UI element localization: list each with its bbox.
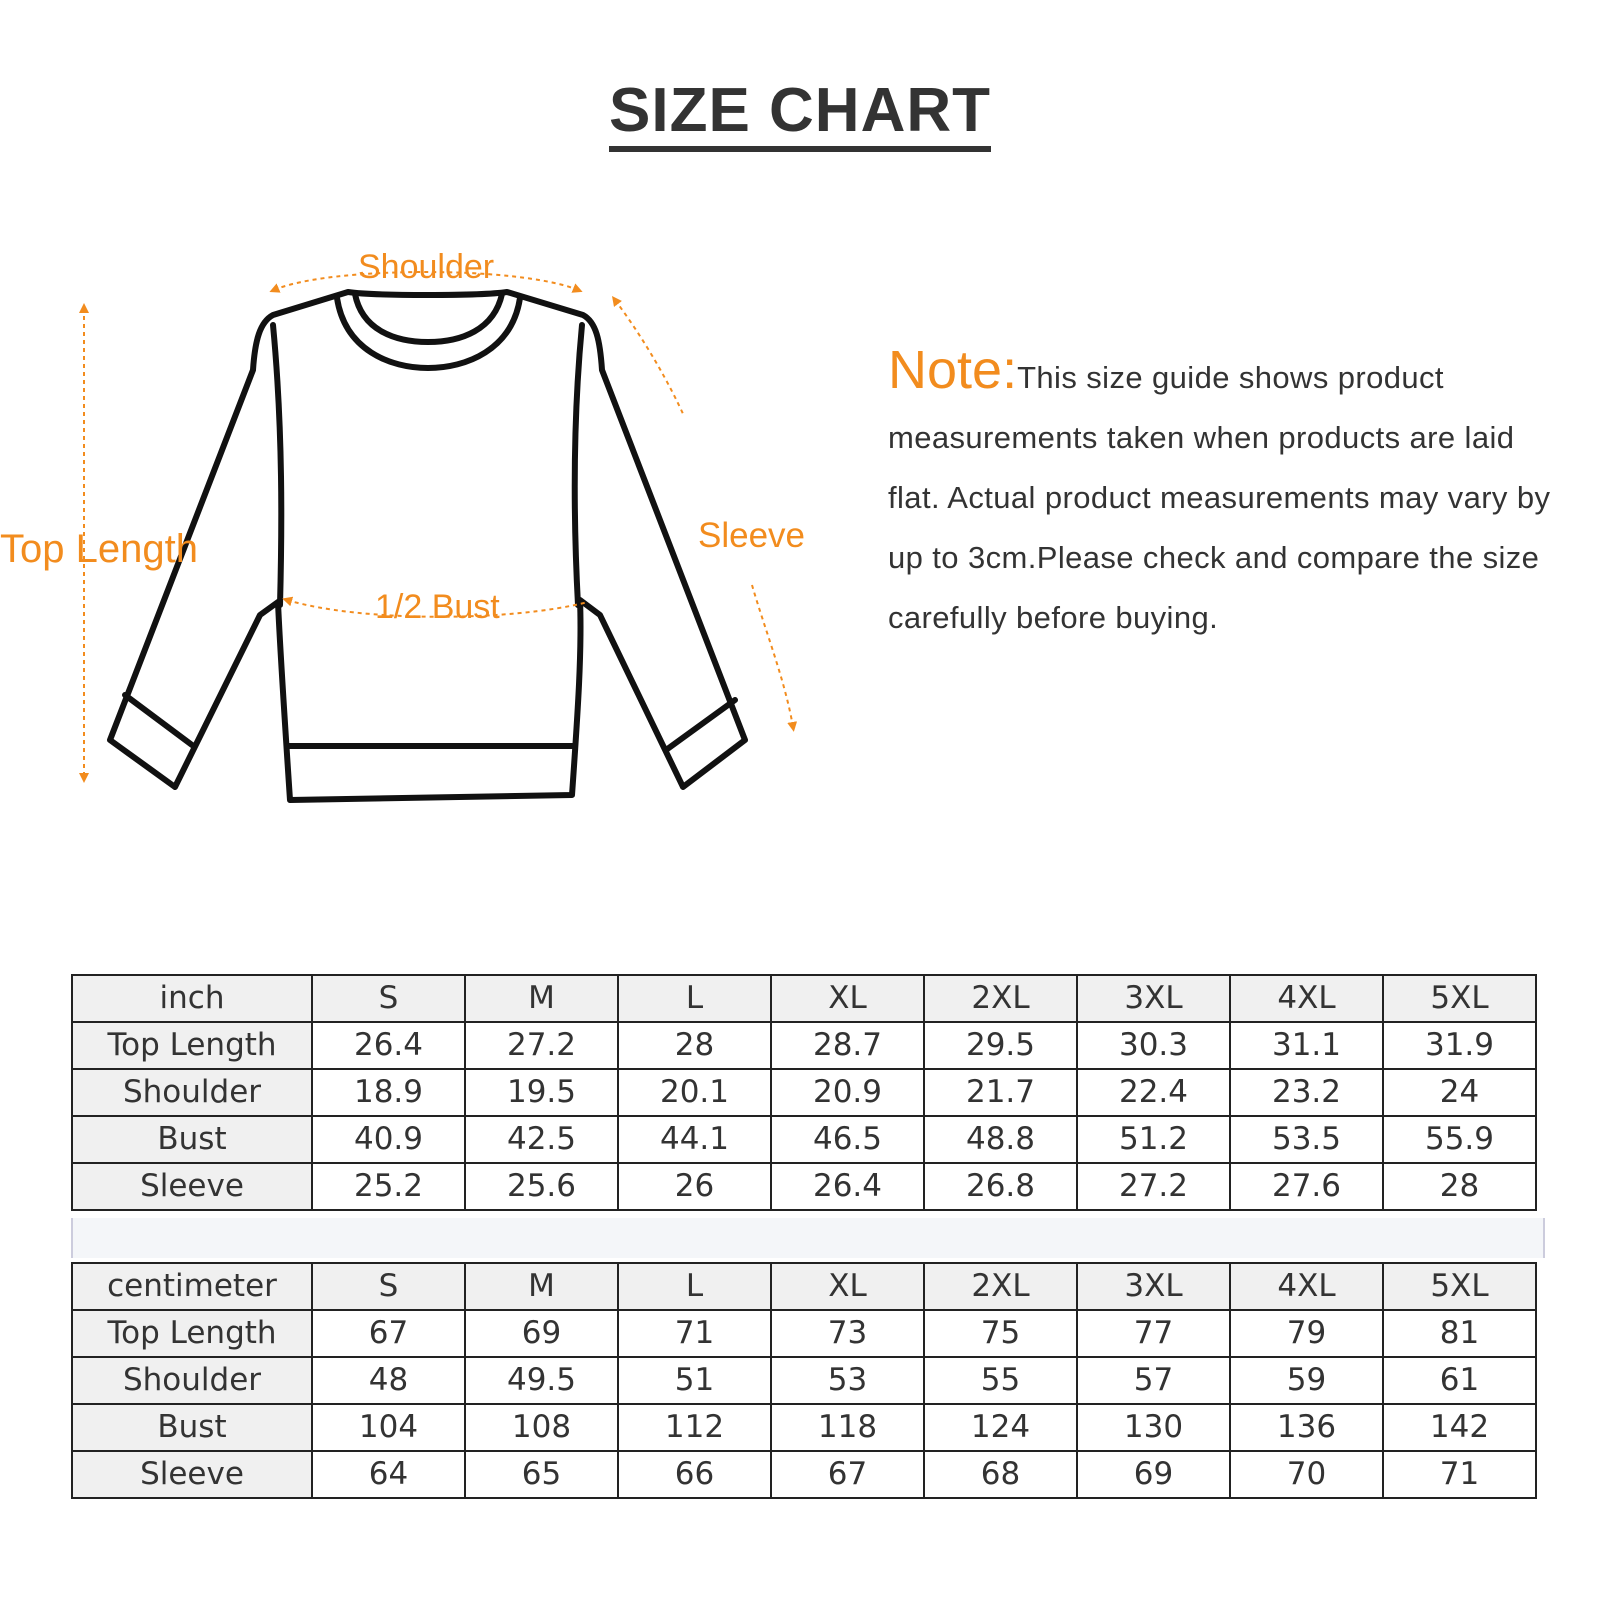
measurement-cell: 27.2 <box>465 1022 618 1069</box>
size-header-xl: XL <box>771 975 924 1022</box>
size-header-xl: XL <box>771 1263 924 1310</box>
measurement-cell: 108 <box>465 1404 618 1451</box>
row-label: Bust <box>72 1404 312 1451</box>
table-spacer <box>71 1218 1545 1258</box>
measurement-cell: 66 <box>618 1451 771 1498</box>
size-header-l: L <box>618 975 771 1022</box>
measurement-cell: 26.4 <box>771 1163 924 1210</box>
measurement-cell: 59 <box>1230 1357 1383 1404</box>
measurement-cell: 79 <box>1230 1310 1383 1357</box>
table-row <box>72 1163 1536 1210</box>
measurement-cell: 136 <box>1230 1404 1383 1451</box>
table-row <box>72 1310 1536 1357</box>
size-header-5xl: 5XL <box>1383 1263 1536 1310</box>
unit-label: centimeter <box>72 1263 312 1310</box>
measurement-cell: 20.9 <box>771 1069 924 1116</box>
measurement-cell: 26 <box>618 1163 771 1210</box>
measurement-cell: 48.8 <box>924 1116 1077 1163</box>
table-header-row <box>72 975 1536 1022</box>
note-block <box>888 340 1568 648</box>
measurement-cell: 23.2 <box>1230 1069 1383 1116</box>
measurement-cell: 71 <box>618 1310 771 1357</box>
half-bust-label: 1/2 Bust <box>375 588 500 626</box>
measurement-cell: 75 <box>924 1310 1077 1357</box>
note-body: This size guide shows product measurements taken when products are laid flat. Actual product measurements may vary by up to 3cm.Please check and compare the size carefully before buying. <box>888 360 1551 635</box>
table-row <box>72 1116 1536 1163</box>
measurement-cell: 25.6 <box>465 1163 618 1210</box>
measurement-cell: 20.1 <box>618 1069 771 1116</box>
measurement-cell: 28 <box>618 1022 771 1069</box>
measurement-cell: 28 <box>1383 1163 1536 1210</box>
sweater-diagram <box>0 230 840 850</box>
size-table-centimeter <box>71 1262 1537 1499</box>
measurement-cell: 67 <box>771 1451 924 1498</box>
unit-label: inch <box>72 975 312 1022</box>
measurement-cell: 68 <box>924 1451 1077 1498</box>
row-label: Top Length <box>72 1310 312 1357</box>
table-row <box>72 1022 1536 1069</box>
measurement-cell: 40.9 <box>312 1116 465 1163</box>
size-header-m: M <box>465 975 618 1022</box>
measurement-cell: 21.7 <box>924 1069 1077 1116</box>
top-length-label: Top Length <box>0 527 198 571</box>
sleeve-label: Sleeve <box>698 516 806 555</box>
measurement-cell: 73 <box>771 1310 924 1357</box>
measurement-cell: 124 <box>924 1404 1077 1451</box>
sleeve-guide-lower <box>752 585 793 727</box>
measurement-cell: 112 <box>618 1404 771 1451</box>
sweater-icon <box>110 292 745 800</box>
measurement-cell: 55 <box>924 1357 1077 1404</box>
row-label: Shoulder <box>72 1357 312 1404</box>
measurement-cell: 69 <box>465 1310 618 1357</box>
row-label: Sleeve <box>72 1163 312 1210</box>
measurement-cell: 25.2 <box>312 1163 465 1210</box>
measurement-cell: 48 <box>312 1357 465 1404</box>
measurement-cell: 31.9 <box>1383 1022 1536 1069</box>
measurement-cell: 51 <box>618 1357 771 1404</box>
measurement-cell: 27.2 <box>1077 1163 1230 1210</box>
size-header-m: M <box>465 1263 618 1310</box>
measurement-cell: 46.5 <box>771 1116 924 1163</box>
measurement-cell: 26.4 <box>312 1022 465 1069</box>
size-header-s: S <box>312 975 465 1022</box>
page-title: SIZE CHART <box>609 78 991 152</box>
table-row <box>72 1069 1536 1116</box>
measurement-cell: 57 <box>1077 1357 1230 1404</box>
measurement-cell: 53 <box>771 1357 924 1404</box>
measurement-cell: 22.4 <box>1077 1069 1230 1116</box>
size-table-inch <box>71 974 1537 1211</box>
measurement-cell: 26.8 <box>924 1163 1077 1210</box>
note-heading: Note: <box>888 340 1018 400</box>
size-header-4xl: 4XL <box>1230 975 1383 1022</box>
size-header-3xl: 3XL <box>1077 1263 1230 1310</box>
size-header-3xl: 3XL <box>1077 975 1230 1022</box>
measurement-cell: 42.5 <box>465 1116 618 1163</box>
row-label: Shoulder <box>72 1069 312 1116</box>
measurement-cell: 44.1 <box>618 1116 771 1163</box>
measurement-cell: 19.5 <box>465 1069 618 1116</box>
size-chart-title-wrap <box>0 78 1600 152</box>
size-header-l: L <box>618 1263 771 1310</box>
row-label: Bust <box>72 1116 312 1163</box>
measurement-cell: 24 <box>1383 1069 1536 1116</box>
row-label: Top Length <box>72 1022 312 1069</box>
measurement-cell: 70 <box>1230 1451 1383 1498</box>
measurement-cell: 27.6 <box>1230 1163 1383 1210</box>
table-header-row <box>72 1263 1536 1310</box>
measurement-cell: 81 <box>1383 1310 1536 1357</box>
measurement-cell: 28.7 <box>771 1022 924 1069</box>
measurement-cell: 31.1 <box>1230 1022 1383 1069</box>
table-row <box>72 1357 1536 1404</box>
measurement-cell: 67 <box>312 1310 465 1357</box>
size-header-s: S <box>312 1263 465 1310</box>
measurement-cell: 18.9 <box>312 1069 465 1116</box>
row-label: Sleeve <box>72 1451 312 1498</box>
measurement-cell: 69 <box>1077 1451 1230 1498</box>
measurement-cell: 51.2 <box>1077 1116 1230 1163</box>
measurement-cell: 118 <box>771 1404 924 1451</box>
size-header-4xl: 4XL <box>1230 1263 1383 1310</box>
sleeve-guide-upper <box>615 300 684 416</box>
measurement-cell: 53.5 <box>1230 1116 1383 1163</box>
table-row <box>72 1451 1536 1498</box>
measurement-cell: 65 <box>465 1451 618 1498</box>
measurement-cell: 130 <box>1077 1404 1230 1451</box>
measurement-cell: 71 <box>1383 1451 1536 1498</box>
measurement-cell: 55.9 <box>1383 1116 1536 1163</box>
measurement-cell: 104 <box>312 1404 465 1451</box>
shoulder-label: Shoulder <box>358 248 495 286</box>
measurement-cell: 29.5 <box>924 1022 1077 1069</box>
size-header-2xl: 2XL <box>924 1263 1077 1310</box>
measurement-cell: 49.5 <box>465 1357 618 1404</box>
measurement-cell: 142 <box>1383 1404 1536 1451</box>
size-header-2xl: 2XL <box>924 975 1077 1022</box>
table-row <box>72 1404 1536 1451</box>
measurement-cell: 77 <box>1077 1310 1230 1357</box>
measurement-cell: 61 <box>1383 1357 1536 1404</box>
size-header-5xl: 5XL <box>1383 975 1536 1022</box>
measurement-cell: 30.3 <box>1077 1022 1230 1069</box>
measurement-cell: 64 <box>312 1451 465 1498</box>
